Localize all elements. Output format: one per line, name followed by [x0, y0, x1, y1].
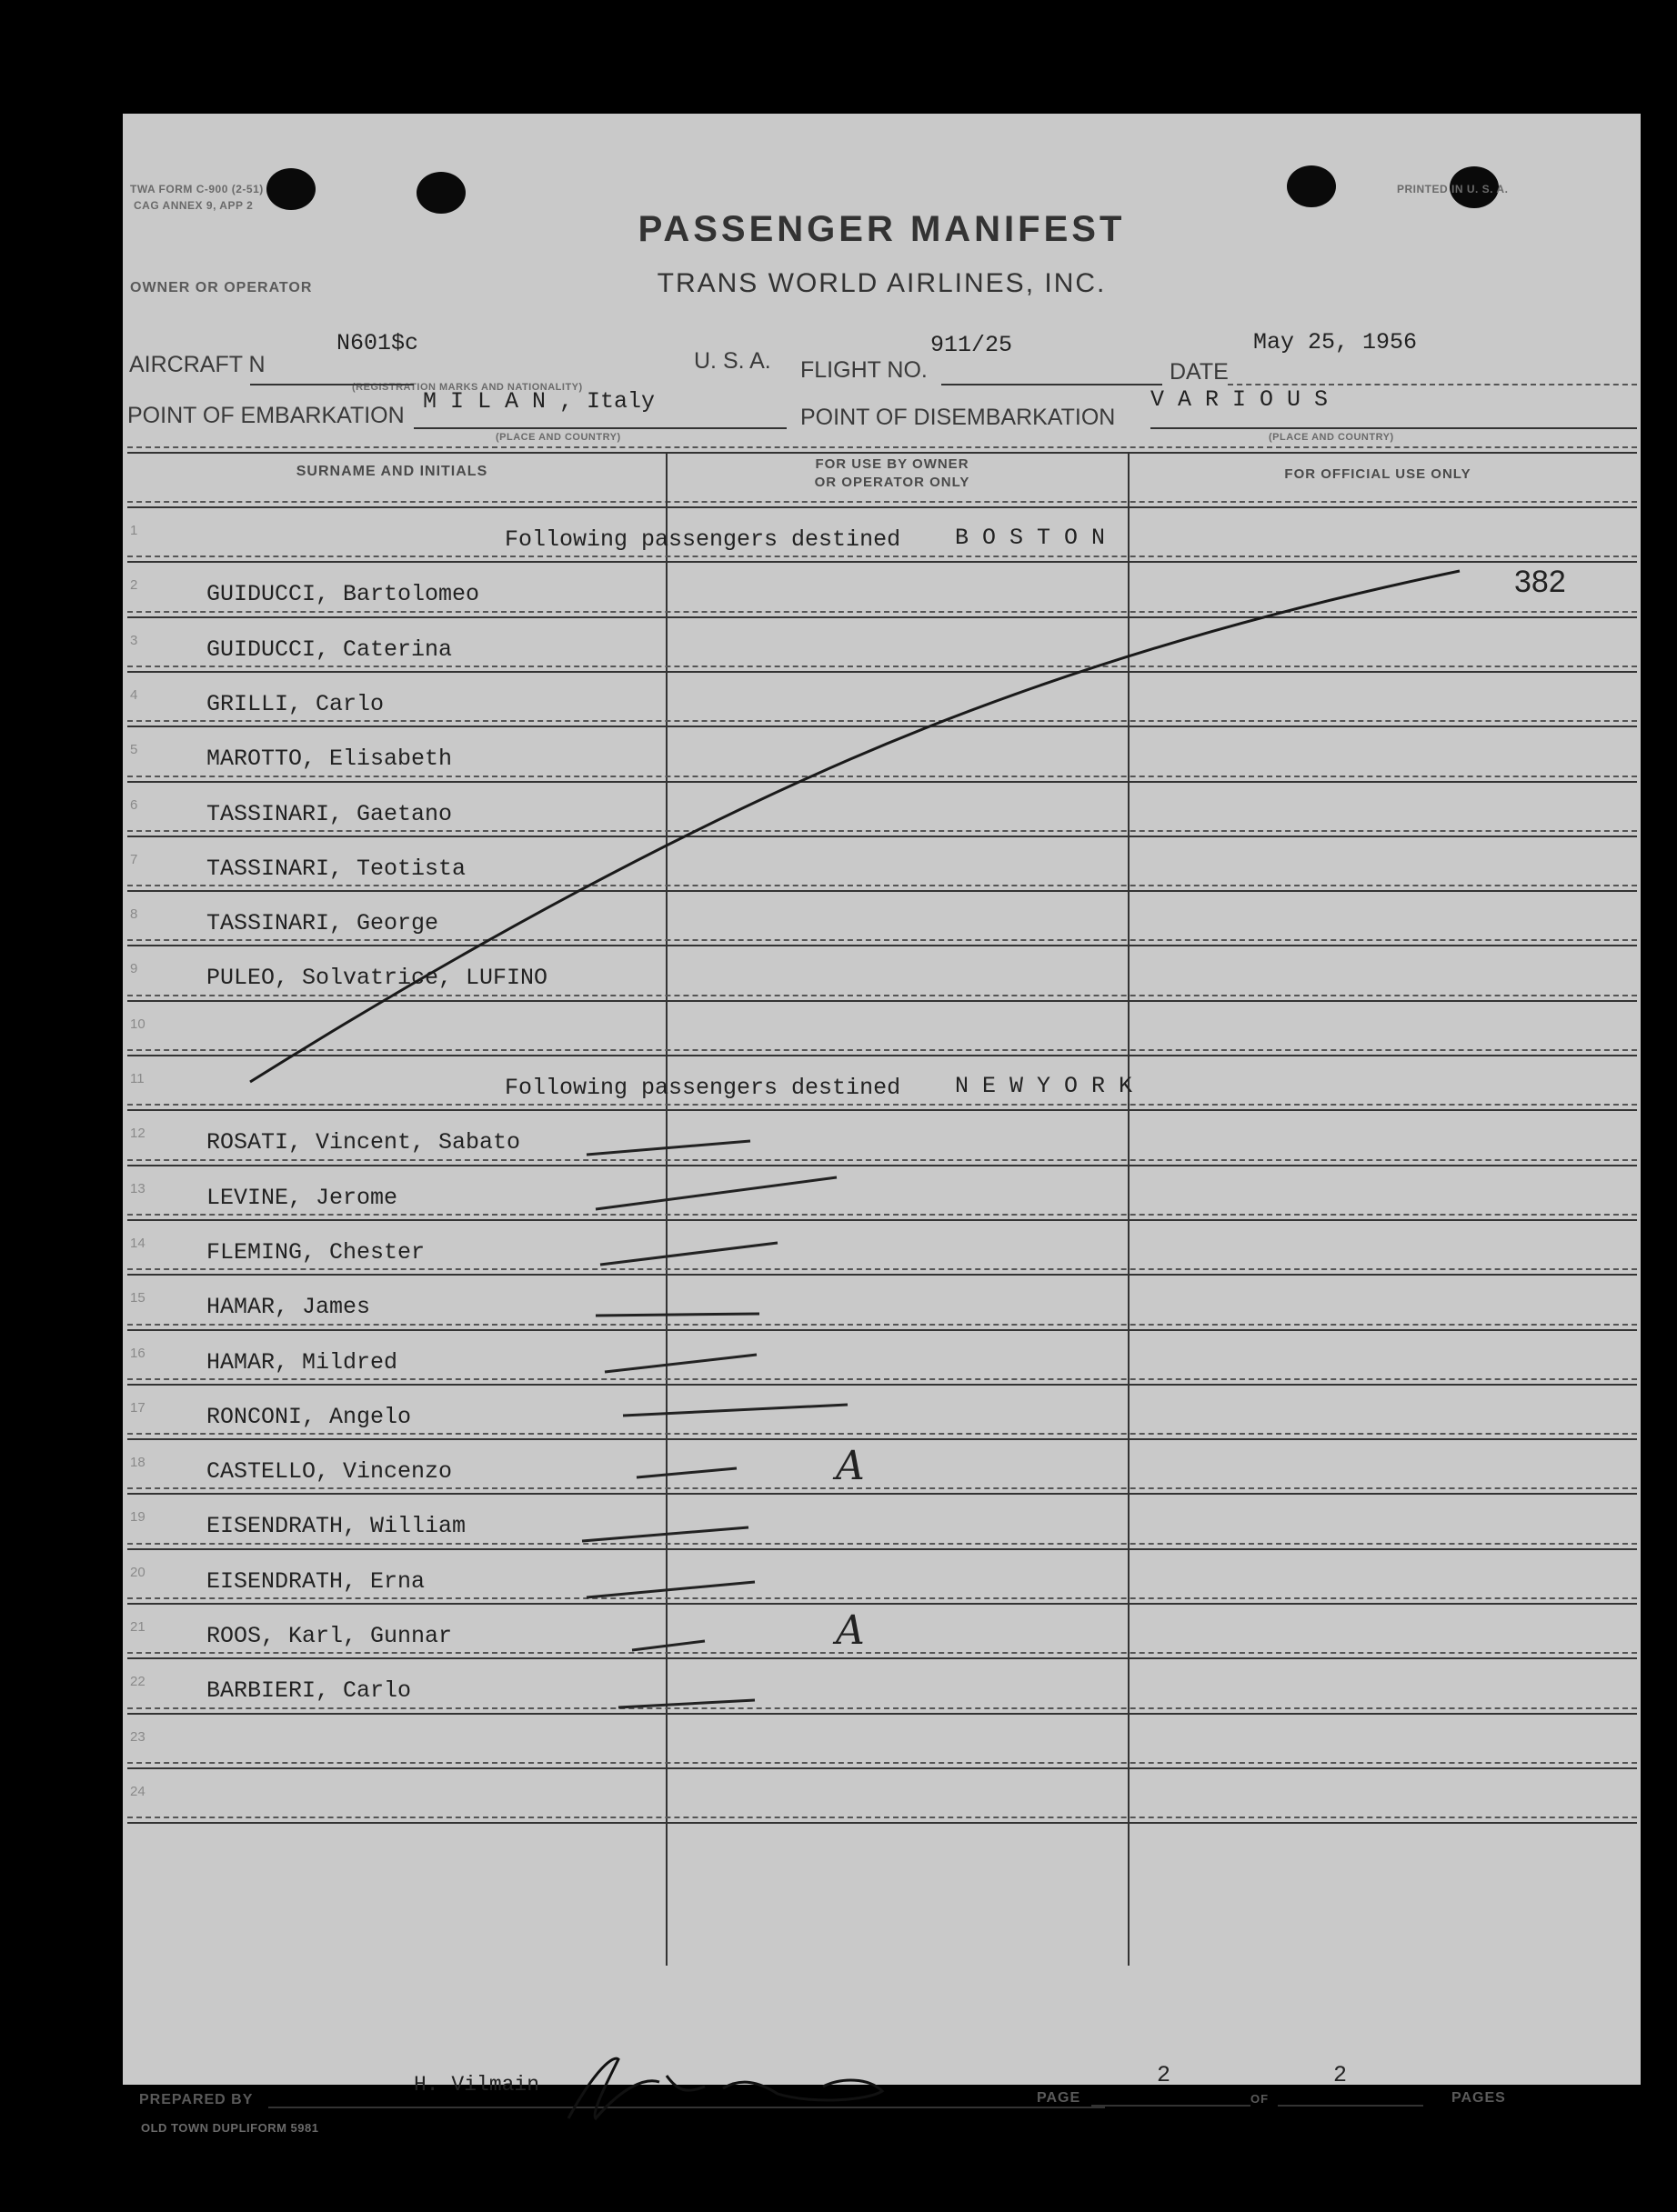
row-number: 24 — [130, 1783, 146, 1799]
passenger-name: BARBIERI, Carlo — [206, 1677, 412, 1705]
prepared-by-value: H. Vilmain — [414, 2073, 540, 2097]
col-header-owner-line1: FOR USE BY OWNER — [815, 456, 969, 472]
usa-label: U. S. A. — [694, 348, 771, 374]
destination-city: B O S T O N — [955, 525, 1106, 551]
row-number: 23 — [130, 1728, 146, 1745]
form-footer: OLD TOWN DUPLIFORM 5981 — [141, 2121, 319, 2135]
passenger-name: ROOS, Karl, Gunnar — [206, 1623, 453, 1649]
diagonal-strike-line — [250, 571, 1460, 1082]
row-number: 9 — [130, 961, 138, 977]
date-label: DATE — [1170, 359, 1229, 385]
tick-marks — [582, 1141, 848, 1707]
manifest-page — [123, 114, 1641, 2135]
form-id-line2: CAG ANNEX 9, APP 2 — [134, 199, 254, 212]
passenger-name: EISENDRATH, William — [206, 1513, 467, 1540]
row-number: 11 — [130, 1071, 145, 1086]
row-number: 7 — [130, 851, 138, 867]
row-number: 15 — [130, 1290, 146, 1306]
passenger-name: GUIDUCCI, Caterina — [206, 636, 453, 663]
passenger-name: GUIDUCCI, Bartolomeo — [206, 581, 480, 608]
printed-in-usa: PRINTED IN U. S. A. — [1397, 183, 1509, 195]
form-id-line1: TWA FORM C-900 (2-51) — [130, 183, 264, 195]
row-number: 19 — [130, 1509, 146, 1526]
row-number: 10 — [130, 1016, 146, 1032]
passenger-name: EISENDRATH, Erna — [206, 1567, 426, 1595]
destination-heading: Following passengers destined — [505, 526, 901, 553]
manifest-title: PASSENGER MANIFEST — [638, 209, 1126, 249]
passenger-name: TASSINARI, Gaetano — [206, 800, 453, 827]
passenger-name: TASSINARI, George — [206, 910, 439, 937]
row-number: 17 — [130, 1399, 146, 1416]
prepared-by-label: PREPARED BY — [139, 2092, 254, 2107]
row-number: 18 — [130, 1455, 146, 1471]
row-number: 3 — [130, 632, 138, 648]
passenger-name: TASSINARI, Teotista — [206, 855, 467, 882]
passenger-name: FLEMING, Chester — [206, 1238, 426, 1266]
page-label: PAGE — [1037, 2090, 1081, 2106]
page-value: 2 — [1157, 2062, 1171, 2088]
handwritten-mark: A — [836, 1443, 865, 1490]
pen-marks — [123, 114, 1641, 2085]
date-value: May 25, 1956 — [1253, 329, 1418, 355]
row-number: 5 — [130, 742, 138, 758]
row-number: 13 — [130, 1180, 146, 1196]
of-value: 2 — [1333, 2062, 1348, 2088]
embarkation-label: POINT OF EMBARKATION — [127, 403, 405, 428]
handwritten-mark: A — [836, 1607, 865, 1654]
of-label: OF — [1250, 2092, 1270, 2106]
owner-operator-label: OWNER OR OPERATOR — [130, 280, 313, 295]
row-number: 6 — [130, 796, 138, 813]
destination-city: N E W Y O R K — [955, 1073, 1133, 1099]
row-number: 16 — [130, 1345, 146, 1361]
passenger-name: LEVINE, Jerome — [206, 1184, 398, 1211]
passenger-name: HAMAR, Mildred — [206, 1348, 398, 1376]
destination-heading: Following passengers destined — [505, 1075, 901, 1101]
embarkation-caption: (PLACE AND COUNTRY) — [496, 432, 621, 443]
row-number: 4 — [130, 686, 138, 703]
disembarkation-caption: (PLACE AND COUNTRY) — [1269, 432, 1394, 443]
passenger-name: GRILLI, Carlo — [206, 690, 385, 717]
disembarkation-value: V A R I O U S — [1150, 386, 1329, 413]
col-header-surname: SURNAME AND INITIALS — [296, 464, 488, 479]
flight-label: FLIGHT NO. — [800, 357, 928, 383]
aircraft-label: AIRCRAFT N — [129, 352, 266, 377]
embarkation-value: M I L A N , Italy — [423, 388, 656, 415]
passenger-name: RONCONI, Angelo — [206, 1403, 412, 1430]
pages-label: PAGES — [1451, 2090, 1506, 2106]
disembarkation-label: POINT OF DISEMBARKATION — [800, 405, 1116, 430]
row-number: 20 — [130, 1564, 146, 1580]
signature — [568, 2058, 882, 2118]
row-number: 12 — [130, 1126, 146, 1142]
operator-name: TRANS WORLD AIRLINES, INC. — [657, 268, 1107, 298]
passenger-name: CASTELLO, Vincenzo — [206, 1458, 453, 1486]
col-header-owner-line2: OR OPERATOR ONLY — [814, 475, 970, 490]
passenger-name: HAMAR, James — [206, 1294, 371, 1321]
handwritten-number: 382 — [1514, 565, 1566, 599]
passenger-name: MAROTTO, Elisabeth — [206, 746, 453, 773]
row-number: 14 — [130, 1235, 146, 1251]
row-number: 2 — [130, 577, 138, 594]
passenger-name: ROSATI, Vincent, Sabato — [206, 1129, 521, 1156]
flight-value: 911/25 — [930, 332, 1013, 358]
aircraft-value: N601$c — [336, 330, 419, 356]
row-number: 22 — [130, 1674, 146, 1690]
passenger-name: PULEO, Solvatrice, LUFINO — [206, 965, 548, 992]
row-number: 21 — [130, 1619, 146, 1635]
col-header-official: FOR OFFICIAL USE ONLY — [1284, 466, 1471, 482]
row-number: 1 — [130, 523, 138, 538]
row-number: 8 — [130, 906, 138, 923]
registration-caption: (REGISTRATION MARKS AND NATIONALITY) — [352, 382, 583, 393]
